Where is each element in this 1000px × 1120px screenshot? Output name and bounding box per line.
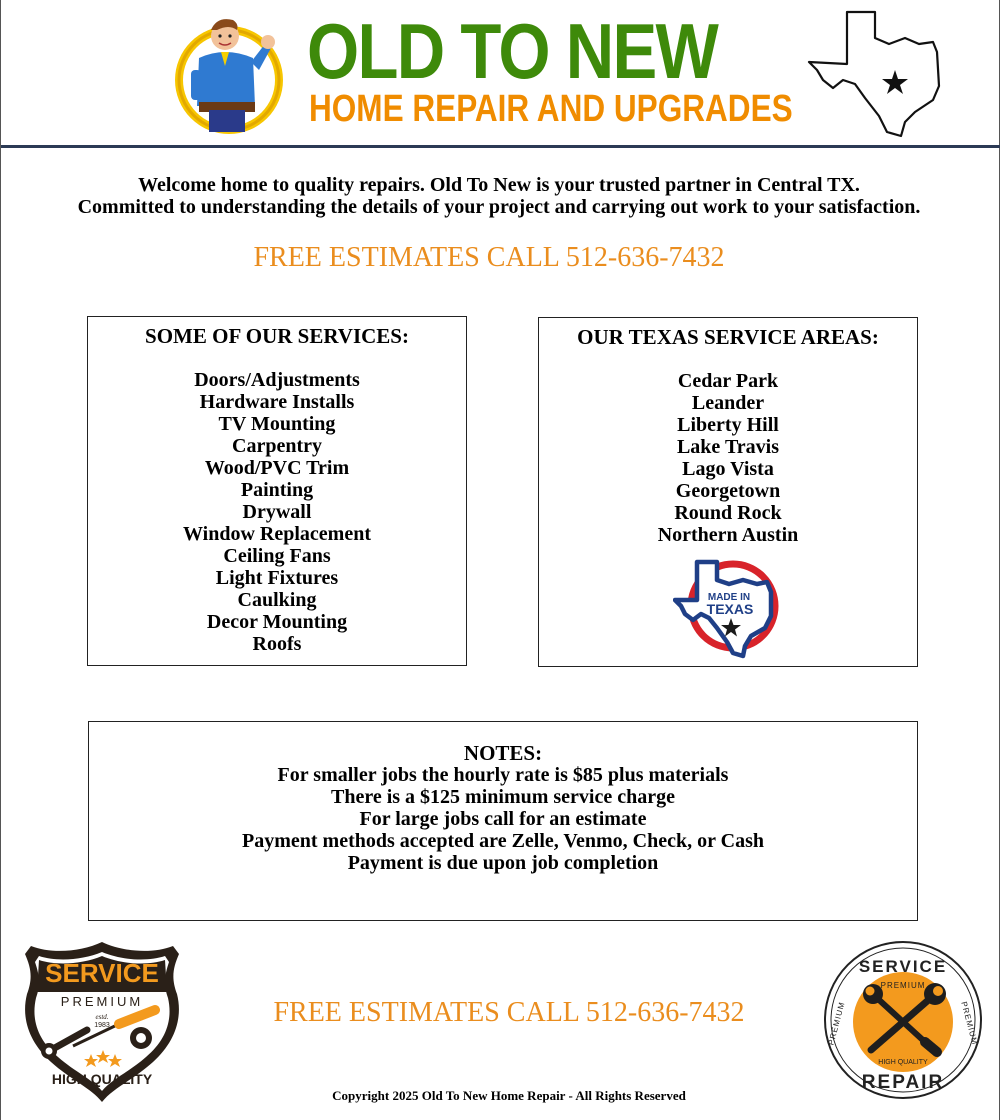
badge-left-year: 1983 bbox=[94, 1022, 110, 1029]
company-tagline: HOME REPAIR AND UPGRADES bbox=[309, 88, 793, 130]
service-item: Ceiling Fans bbox=[223, 545, 331, 567]
free-estimates-phone-top[interactable]: FREE ESTIMATES CALL 512-636-7432 bbox=[253, 242, 725, 273]
service-item: TV Mounting bbox=[218, 413, 336, 435]
header bbox=[1, 0, 1000, 148]
badge-right-quality: HIGH QUALITY bbox=[878, 1059, 928, 1066]
service-item: Doors/Adjustments bbox=[194, 369, 360, 391]
service-area-item: Lago Vista bbox=[682, 458, 774, 480]
service-area-item: Round Rock bbox=[674, 502, 782, 524]
service-item: Painting bbox=[240, 479, 314, 501]
badge-left-top: SERVICE bbox=[45, 958, 159, 988]
header-divider bbox=[1, 145, 1000, 148]
service-area-item: Lake Travis bbox=[676, 436, 780, 458]
badge-left-bottom: HIGH QUALITY bbox=[51, 1071, 153, 1087]
company-name: OLD TO NEW bbox=[307, 7, 718, 95]
service-repair-round-badge bbox=[821, 938, 985, 1102]
note-line: Payment methods accepted are Zelle, Venmo, Check, or Cash bbox=[242, 830, 764, 852]
service-item: Window Replacement bbox=[183, 523, 371, 545]
service-area-item: Leander bbox=[691, 392, 765, 414]
badge-left-middle: PREMIUM bbox=[60, 994, 144, 1009]
service-item: Carpentry bbox=[232, 435, 322, 457]
intro-line-2: Committed to understanding the details of your project and carrying out work to your satisfaction. bbox=[77, 196, 921, 218]
badge-right-top: SERVICE bbox=[858, 957, 948, 976]
copyright-notice: Copyright 2025 Old To New Home Repair - All Rights Reserved bbox=[332, 1088, 686, 1103]
service-item: Drywall bbox=[242, 501, 312, 523]
badge-right-inner: PREMIUM bbox=[880, 981, 926, 990]
handyman-mascot-logo bbox=[173, 10, 285, 138]
notes-title: NOTES: bbox=[463, 741, 543, 765]
service-item: Roofs bbox=[252, 633, 302, 655]
service-item: Hardware Installs bbox=[199, 391, 355, 413]
services-title: SOME OF OUR SERVICES: bbox=[145, 324, 409, 348]
service-area-item: Cedar Park bbox=[677, 370, 779, 392]
service-item: Wood/PVC Trim bbox=[204, 457, 350, 479]
note-line: For smaller jobs the hourly rate is $85 plus materials bbox=[277, 764, 729, 786]
note-line: There is a $125 minimum service charge bbox=[330, 786, 675, 808]
badge-right-side: PREMIUM bbox=[826, 1000, 847, 1047]
service-item: Caulking bbox=[237, 589, 317, 611]
service-area-item: Liberty Hill bbox=[677, 414, 779, 436]
note-line: Payment is due upon job completion bbox=[347, 852, 659, 874]
made-in-texas-line1: MADE IN bbox=[707, 592, 751, 603]
intro-text bbox=[1, 174, 997, 218]
notes-box bbox=[88, 721, 918, 921]
services-box bbox=[87, 316, 467, 666]
badge-left-estd: estd. bbox=[95, 1013, 109, 1021]
service-item: Light Fixtures bbox=[215, 567, 339, 589]
made-in-texas-logo bbox=[673, 556, 783, 660]
badge-right-side: PREMIUM bbox=[959, 1000, 980, 1047]
made-in-texas-line2: TEXAS bbox=[706, 601, 754, 617]
intro-line-1: Welcome home to quality repairs. Old To New is your trusted partner in Central TX. bbox=[138, 174, 860, 196]
free-estimates-phone-bottom[interactable]: FREE ESTIMATES CALL 512-636-7432 bbox=[273, 997, 745, 1028]
texas-map-icon bbox=[807, 8, 947, 140]
service-areas-box bbox=[538, 317, 918, 667]
note-line: For large jobs call for an estimate bbox=[359, 808, 647, 830]
badge-right-bottom: REPAIR bbox=[861, 1072, 945, 1093]
service-areas-title: OUR TEXAS SERVICE AREAS: bbox=[577, 325, 879, 349]
service-area-item: Georgetown bbox=[675, 480, 781, 502]
service-area-item: Northern Austin bbox=[657, 524, 799, 546]
service-item: Decor Mounting bbox=[206, 611, 348, 633]
